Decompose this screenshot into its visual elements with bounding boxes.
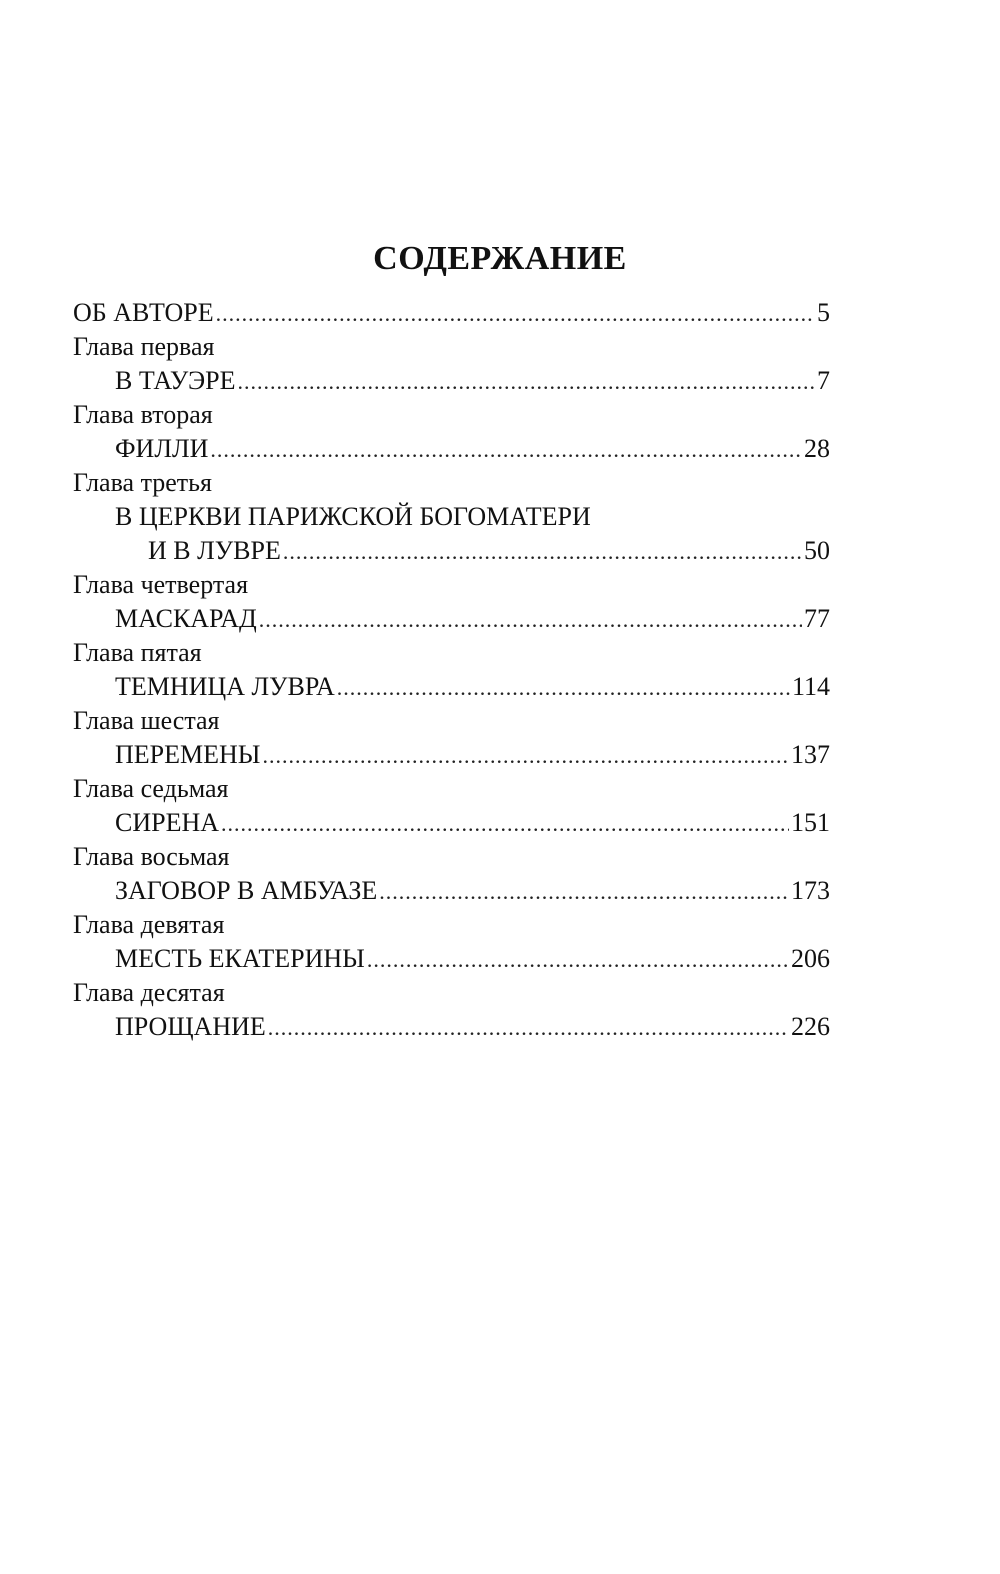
toc-page-number: 28 [804, 434, 830, 463]
dot-leader [367, 943, 789, 977]
dot-leader [216, 297, 815, 331]
toc-entry-title: И В ЛУВРЕ [148, 536, 281, 565]
dot-leader [238, 365, 816, 399]
chapter-heading: Глава седьмая [73, 774, 229, 803]
toc-entry-ch2[interactable] [73, 432, 830, 466]
chapter-heading: Глава десятая [73, 978, 225, 1007]
toc-entry-title-line1[interactable]: В ЦЕРКВИ ПАРИЖСКОЙ БОГОМАТЕРИ [115, 502, 591, 531]
toc-entry-title: ПЕРЕМЕНЫ [115, 740, 261, 769]
toc-page-number: 50 [804, 536, 830, 565]
toc-page-number: 137 [791, 740, 830, 769]
chapter-heading: Глава первая [73, 332, 215, 361]
toc-page-number: 77 [804, 604, 830, 633]
dot-leader [283, 535, 802, 569]
dot-leader [268, 1011, 789, 1045]
dot-leader [337, 671, 790, 705]
dot-leader [259, 603, 802, 637]
toc-entry-about[interactable] [73, 296, 830, 330]
toc-page-number: 206 [791, 944, 830, 973]
toc-entry-ch9[interactable] [73, 942, 830, 976]
toc-entry-title: ФИЛЛИ [115, 434, 209, 463]
chapter-heading: Глава девятая [73, 910, 225, 939]
toc-page-number: 173 [791, 876, 830, 905]
toc-entry-ch5[interactable] [73, 670, 830, 704]
toc-entry-ch4[interactable] [73, 602, 830, 636]
toc-page-number: 226 [791, 1012, 830, 1041]
toc-page-number: 7 [817, 366, 830, 395]
toc-entry-ch10[interactable] [73, 1010, 830, 1044]
chapter-heading: Глава пятая [73, 638, 202, 667]
toc-entry-title: ПРОЩАНИЕ [115, 1012, 266, 1041]
chapter-heading: Глава третья [73, 468, 212, 497]
chapter-heading: Глава вторая [73, 400, 213, 429]
page-title: СОДЕРЖАНИЕ [373, 240, 627, 277]
toc-entry-title: СИРЕНА [115, 808, 220, 837]
toc-entry-title: В ТАУЭРЕ [115, 366, 236, 395]
toc-page-number: 151 [791, 808, 830, 837]
table-of-contents [73, 296, 830, 1044]
toc-entry-title: ТЕМНИЦА ЛУВРА [115, 672, 335, 701]
chapter-heading: Глава четвертая [73, 570, 249, 599]
toc-entry-ch8[interactable] [73, 874, 830, 908]
toc-entry-ch3[interactable] [73, 534, 830, 568]
toc-entry-ch1[interactable] [73, 364, 830, 398]
toc-entry-title: ОБ АВТОРЕ [73, 298, 214, 327]
dot-leader [210, 433, 802, 467]
dot-leader [221, 807, 789, 841]
toc-entry-ch7[interactable] [73, 806, 830, 840]
chapter-heading: Глава восьмая [73, 842, 230, 871]
chapter-heading: Глава шестая [73, 706, 220, 735]
toc-page-number: 5 [817, 298, 830, 327]
toc-entry-ch6[interactable] [73, 738, 830, 772]
toc-entry-title: ЗАГОВОР В АМБУАЗЕ [115, 876, 378, 905]
toc-entry-title: МАСКАРАД [115, 604, 257, 633]
toc-page-number: 114 [791, 672, 830, 701]
dot-leader [379, 875, 789, 909]
dot-leader [262, 739, 789, 773]
toc-entry-title: МЕСТЬ ЕКАТЕРИНЫ [115, 944, 365, 973]
